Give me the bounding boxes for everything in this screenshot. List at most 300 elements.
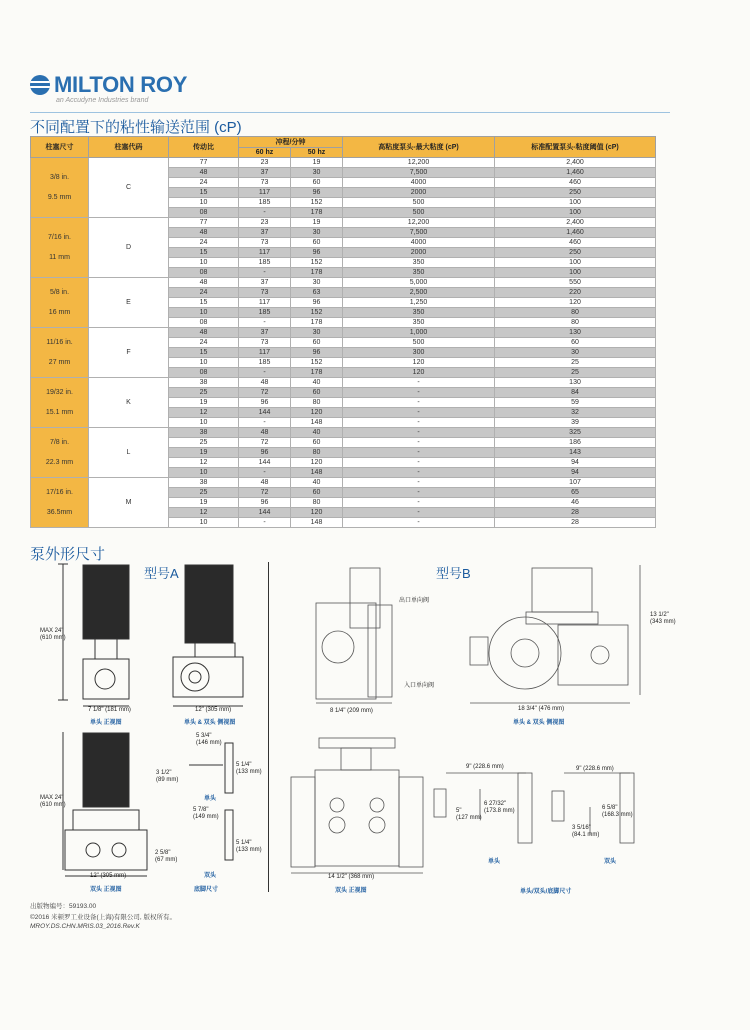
gear-ratio-cell: 12 xyxy=(169,508,239,518)
std-viscosity-cell: 460 xyxy=(495,238,656,248)
gear-ratio-cell: 10 xyxy=(169,468,239,478)
strokes-60hz-cell: - xyxy=(239,208,291,218)
std-viscosity-cell: 2,400 xyxy=(495,218,656,228)
std-viscosity-cell: 94 xyxy=(495,468,656,478)
std-viscosity-cell: 25 xyxy=(495,358,656,368)
gear-ratio-cell: 38 xyxy=(169,478,239,488)
strokes-60hz-cell: 185 xyxy=(239,198,291,208)
strokes-60hz-cell: - xyxy=(239,518,291,528)
plunger-size-text: 27 mm xyxy=(48,358,71,366)
strokes-50hz-cell: 80 xyxy=(291,398,343,408)
model-a-dim-5 xyxy=(155,850,177,864)
std-viscosity-cell: 25 xyxy=(495,368,656,378)
plunger-code-cell: D xyxy=(89,218,169,278)
header-60hz: 60 hz xyxy=(239,148,291,158)
std-viscosity-cell: 325 xyxy=(495,428,656,438)
model-b-height-1 xyxy=(650,612,676,626)
strokes-50hz-cell: 178 xyxy=(291,368,343,378)
model-a-height-1 xyxy=(40,628,66,642)
strokes-60hz-cell: 73 xyxy=(239,178,291,188)
brand-logo xyxy=(30,72,187,98)
max-viscosity-cell: - xyxy=(343,428,495,438)
max-viscosity-cell: 350 xyxy=(343,308,495,318)
model-a-label: 型号A xyxy=(144,566,179,581)
max-viscosity-cell: - xyxy=(343,458,495,468)
max-viscosity-cell: 2000 xyxy=(343,248,495,258)
std-viscosity-cell: 28 xyxy=(495,518,656,528)
model-a-caption-5: 双头 xyxy=(204,873,217,879)
model-b-foot-5-mm: (168.3 mm) xyxy=(602,812,633,818)
model-a-caption-3: 双头 正视图 xyxy=(90,887,122,893)
plunger-size-text: 7/16 in. xyxy=(48,233,71,241)
table-row xyxy=(31,428,656,438)
plunger-size-text: 9.5 mm xyxy=(47,193,72,201)
max-viscosity-cell: - xyxy=(343,508,495,518)
strokes-50hz-cell: 30 xyxy=(291,168,343,178)
strokes-50hz-cell: 152 xyxy=(291,358,343,368)
strokes-60hz-cell: 23 xyxy=(239,158,291,168)
strokes-50hz-cell: 19 xyxy=(291,158,343,168)
strokes-60hz-cell: 117 xyxy=(239,188,291,198)
std-viscosity-cell: 1,460 xyxy=(495,168,656,178)
max-viscosity-cell: 500 xyxy=(343,208,495,218)
model-b-caption-4: 双头 xyxy=(604,859,617,865)
std-viscosity-cell: 80 xyxy=(495,308,656,318)
gear-ratio-cell: 15 xyxy=(169,298,239,308)
strokes-50hz-cell: 96 xyxy=(291,248,343,258)
footer-doc-code: MROY.DS.CHN.MRIS.03_2016.Rev.K xyxy=(30,923,140,930)
strokes-50hz-cell: 30 xyxy=(291,278,343,288)
model-b-foot-2-mm: (127 mm) xyxy=(456,815,482,821)
strokes-60hz-cell: 73 xyxy=(239,238,291,248)
max-viscosity-cell: 2000 xyxy=(343,188,495,198)
gear-ratio-cell: 38 xyxy=(169,428,239,438)
strokes-60hz-cell: 96 xyxy=(239,448,291,458)
max-viscosity-cell: 500 xyxy=(343,338,495,348)
model-a-dim-4-in: 5 7/8" xyxy=(193,807,209,813)
max-viscosity-cell: - xyxy=(343,408,495,418)
model-a-width-1: 7 1/8" (181 mm) xyxy=(88,707,131,713)
gear-ratio-cell: 24 xyxy=(169,288,239,298)
header-max-viscosity: 高粘度泵头-最大粘度 (cP) xyxy=(343,137,495,158)
strokes-60hz-cell: 23 xyxy=(239,218,291,228)
gear-ratio-cell: 25 xyxy=(169,488,239,498)
model-b-inlet-valve: 入口单向阀 xyxy=(404,683,435,689)
strokes-50hz-cell: 30 xyxy=(291,328,343,338)
header-plunger-code: 柱塞代码 xyxy=(89,137,169,158)
gear-ratio-cell: 08 xyxy=(169,318,239,328)
std-viscosity-cell: 80 xyxy=(495,318,656,328)
strokes-50hz-cell: 152 xyxy=(291,258,343,268)
gear-ratio-cell: 19 xyxy=(169,498,239,508)
max-viscosity-cell: - xyxy=(343,498,495,508)
plunger-size-cell xyxy=(31,218,89,278)
gear-ratio-cell: 12 xyxy=(169,408,239,418)
gear-ratio-cell: 19 xyxy=(169,398,239,408)
std-viscosity-cell: 65 xyxy=(495,488,656,498)
model-a-width-2: 12" (305 mm) xyxy=(195,707,232,713)
strokes-60hz-cell: 144 xyxy=(239,508,291,518)
max-viscosity-cell: 4000 xyxy=(343,238,495,248)
model-a-caption-4: 单头 xyxy=(204,796,217,802)
model-a-width-3: 12" (305 mm) xyxy=(90,873,127,879)
model-a-dim-6-mm: (133 mm) xyxy=(236,847,262,853)
model-b-top-drawings xyxy=(300,565,660,710)
std-viscosity-cell: 120 xyxy=(495,298,656,308)
header-gear-ratio: 传动比 xyxy=(169,137,239,158)
strokes-50hz-cell: 178 xyxy=(291,318,343,328)
strokes-50hz-cell: 60 xyxy=(291,388,343,398)
model-a-height-2-in: MAX 24" xyxy=(40,795,64,801)
model-b-foot-2 xyxy=(456,808,482,822)
max-viscosity-cell: 500 xyxy=(343,198,495,208)
strokes-60hz-cell: - xyxy=(239,418,291,428)
strokes-50hz-cell: 63 xyxy=(291,288,343,298)
max-viscosity-cell: - xyxy=(343,518,495,528)
std-viscosity-cell: 46 xyxy=(495,498,656,508)
plunger-size-text: 36.5mm xyxy=(46,508,73,516)
plunger-size-text: 11/16 in. xyxy=(46,338,73,346)
strokes-60hz-cell: - xyxy=(239,368,291,378)
model-b-caption-2: 双头 正视图 xyxy=(335,888,367,894)
footer-publication-no: 出版物编号：59193.00 xyxy=(30,903,97,910)
model-b-width-1: 8 1/4" (209 mm) xyxy=(330,708,373,714)
gear-ratio-cell: 10 xyxy=(169,198,239,208)
std-viscosity-cell: 186 xyxy=(495,438,656,448)
std-viscosity-cell: 28 xyxy=(495,508,656,518)
strokes-60hz-cell: 48 xyxy=(239,378,291,388)
model-b-foot-5-in: 6 5/8" xyxy=(602,805,618,811)
gear-ratio-cell: 25 xyxy=(169,388,239,398)
header-plunger-size: 柱塞尺寸 xyxy=(31,137,89,158)
table-row xyxy=(31,378,656,388)
strokes-60hz-cell: 96 xyxy=(239,398,291,408)
plunger-size-text: 7/8 in. xyxy=(49,438,70,446)
strokes-60hz-cell: 117 xyxy=(239,248,291,258)
model-a-height-1-mm: (610 mm) xyxy=(40,635,66,641)
std-viscosity-cell: 39 xyxy=(495,418,656,428)
strokes-50hz-cell: 30 xyxy=(291,228,343,238)
strokes-50hz-cell: 60 xyxy=(291,338,343,348)
model-b-foot-4: 9" (228.6 mm) xyxy=(576,766,614,772)
max-viscosity-cell: - xyxy=(343,418,495,428)
model-b-foot-6-mm: (84.1 mm) xyxy=(572,832,600,838)
model-b-foot-3-mm: (173.8 mm) xyxy=(484,808,515,814)
gear-ratio-cell: 10 xyxy=(169,518,239,528)
std-viscosity-cell: 30 xyxy=(495,348,656,358)
model-a-dim-2 xyxy=(156,770,178,784)
strokes-60hz-cell: - xyxy=(239,468,291,478)
plunger-size-cell xyxy=(31,428,89,478)
model-a-dim-3 xyxy=(236,762,262,776)
strokes-50hz-cell: 152 xyxy=(291,308,343,318)
model-divider xyxy=(268,562,269,892)
strokes-50hz-cell: 19 xyxy=(291,218,343,228)
strokes-60hz-cell: 37 xyxy=(239,278,291,288)
std-viscosity-cell: 2,400 xyxy=(495,158,656,168)
strokes-60hz-cell: 185 xyxy=(239,258,291,268)
max-viscosity-cell: - xyxy=(343,478,495,488)
table-row xyxy=(31,278,656,288)
gear-ratio-cell: 08 xyxy=(169,208,239,218)
strokes-50hz-cell: 152 xyxy=(291,198,343,208)
plunger-size-text: 19/32 in. xyxy=(46,388,73,396)
std-viscosity-cell: 100 xyxy=(495,258,656,268)
plunger-size-text: 15.1 mm xyxy=(45,408,74,416)
strokes-50hz-cell: 96 xyxy=(291,348,343,358)
model-b-foot-3 xyxy=(484,801,515,815)
gear-ratio-cell: 10 xyxy=(169,418,239,428)
std-viscosity-cell: 550 xyxy=(495,278,656,288)
plunger-size-cell xyxy=(31,328,89,378)
model-b-foot-2-in: 5" xyxy=(456,808,462,814)
plunger-code-cell: F xyxy=(89,328,169,378)
model-a-dim-4 xyxy=(193,807,219,821)
strokes-60hz-cell: 144 xyxy=(239,408,291,418)
strokes-50hz-cell: 148 xyxy=(291,418,343,428)
strokes-60hz-cell: 185 xyxy=(239,358,291,368)
model-b-height-1-in: 13 1/2" xyxy=(650,612,669,618)
model-a-double-head-drawing xyxy=(55,730,155,880)
plunger-code-cell: M xyxy=(89,478,169,528)
model-a-dim-1-mm: (146 mm) xyxy=(196,740,222,746)
strokes-50hz-cell: 96 xyxy=(291,188,343,198)
brand-tagline: an Accudyne Industries brand xyxy=(56,97,149,104)
max-viscosity-cell: 1,000 xyxy=(343,328,495,338)
model-a-dim-3-mm: (133 mm) xyxy=(236,769,262,775)
strokes-50hz-cell: 148 xyxy=(291,468,343,478)
gear-ratio-cell: 24 xyxy=(169,178,239,188)
max-viscosity-cell: 350 xyxy=(343,268,495,278)
max-viscosity-cell: 4000 xyxy=(343,178,495,188)
max-viscosity-cell: - xyxy=(343,488,495,498)
logo-globe-icon xyxy=(30,75,50,95)
model-b-height-1-mm: (343 mm) xyxy=(650,619,676,625)
max-viscosity-cell: 350 xyxy=(343,258,495,268)
table-row xyxy=(31,478,656,488)
viscosity-table xyxy=(30,136,656,528)
gear-ratio-cell: 10 xyxy=(169,258,239,268)
plunger-size-cell xyxy=(31,478,89,528)
std-viscosity-cell: 1,460 xyxy=(495,228,656,238)
strokes-50hz-cell: 178 xyxy=(291,268,343,278)
model-a-top-drawings xyxy=(55,562,265,712)
strokes-50hz-cell: 120 xyxy=(291,458,343,468)
max-viscosity-cell: 12,200 xyxy=(343,218,495,228)
std-viscosity-cell: 250 xyxy=(495,248,656,258)
plunger-size-cell xyxy=(31,278,89,328)
std-viscosity-cell: 220 xyxy=(495,288,656,298)
strokes-60hz-cell: 48 xyxy=(239,478,291,488)
model-a-dim-6-in: 5 1/4" xyxy=(236,840,252,846)
max-viscosity-cell: - xyxy=(343,378,495,388)
std-viscosity-cell: 59 xyxy=(495,398,656,408)
model-a-dim-1-in: 5 3/4" xyxy=(196,733,212,739)
model-a-dim-2-in: 3 1/2" xyxy=(156,770,172,776)
model-b-double-head-drawing xyxy=(285,735,430,877)
header-std-viscosity: 标准配置泵头-粘度阈值 (cP) xyxy=(495,137,656,158)
model-b-foot-1: 9" (228.6 mm) xyxy=(466,764,504,770)
strokes-50hz-cell: 60 xyxy=(291,438,343,448)
gear-ratio-cell: 77 xyxy=(169,158,239,168)
max-viscosity-cell: 12,200 xyxy=(343,158,495,168)
model-a-caption-1: 单头 正视图 xyxy=(90,720,122,726)
model-a-height-1-in: MAX 24" xyxy=(40,628,64,634)
gear-ratio-cell: 15 xyxy=(169,248,239,258)
strokes-60hz-cell: 144 xyxy=(239,458,291,468)
dims-title: 泵外形尺寸 xyxy=(30,546,106,563)
strokes-60hz-cell: 72 xyxy=(239,488,291,498)
strokes-50hz-cell: 96 xyxy=(291,298,343,308)
model-a-height-2 xyxy=(40,795,66,809)
header-50hz: 50 hz xyxy=(291,148,343,158)
strokes-60hz-cell: 37 xyxy=(239,228,291,238)
std-viscosity-cell: 143 xyxy=(495,448,656,458)
strokes-50hz-cell: 40 xyxy=(291,428,343,438)
std-viscosity-cell: 130 xyxy=(495,378,656,388)
strokes-50hz-cell: 80 xyxy=(291,448,343,458)
model-b-width-3: 14 1/2" (368 mm) xyxy=(328,874,375,880)
model-b-width-2: 18 3/4" (476 mm) xyxy=(518,706,565,712)
model-b-foot-6 xyxy=(572,825,599,839)
strokes-60hz-cell: 73 xyxy=(239,338,291,348)
strokes-50hz-cell: 80 xyxy=(291,498,343,508)
model-a-footprint-drawings xyxy=(185,735,260,875)
strokes-60hz-cell: 185 xyxy=(239,308,291,318)
plunger-size-text: 3/8 in. xyxy=(49,173,70,181)
std-viscosity-cell: 250 xyxy=(495,188,656,198)
max-viscosity-cell: - xyxy=(343,448,495,458)
plunger-size-text: 5/8 in. xyxy=(49,288,70,296)
gear-ratio-cell: 15 xyxy=(169,348,239,358)
model-a-caption-6: 底脚尺寸 xyxy=(194,887,219,893)
model-b-label: 型号B xyxy=(436,566,471,581)
max-viscosity-cell: 350 xyxy=(343,318,495,328)
model-b-caption-1: 单头 & 双头 侧视图 xyxy=(513,720,565,726)
model-b-caption-5: 单头/双头/底脚尺寸 xyxy=(520,889,572,895)
strokes-50hz-cell: 120 xyxy=(291,408,343,418)
strokes-60hz-cell: 117 xyxy=(239,348,291,358)
gear-ratio-cell: 08 xyxy=(169,268,239,278)
max-viscosity-cell: - xyxy=(343,388,495,398)
gear-ratio-cell: 10 xyxy=(169,358,239,368)
max-viscosity-cell: - xyxy=(343,468,495,478)
table-row xyxy=(31,158,656,168)
std-viscosity-cell: 100 xyxy=(495,268,656,278)
gear-ratio-cell: 10 xyxy=(169,308,239,318)
model-a-dim-4-mm: (149 mm) xyxy=(193,814,219,820)
model-b-foot-3-in: 6 27/32" xyxy=(484,801,507,807)
plunger-size-cell xyxy=(31,158,89,218)
strokes-60hz-cell: 96 xyxy=(239,498,291,508)
gear-ratio-cell: 48 xyxy=(169,278,239,288)
model-a-dim-3-in: 5 1/4" xyxy=(236,762,252,768)
plunger-code-cell: K xyxy=(89,378,169,428)
max-viscosity-cell: - xyxy=(343,438,495,448)
model-a-dim-2-mm: (89 mm) xyxy=(156,777,179,783)
gear-ratio-cell: 77 xyxy=(169,218,239,228)
table-row xyxy=(31,218,656,228)
strokes-50hz-cell: 148 xyxy=(291,518,343,528)
plunger-code-cell: L xyxy=(89,428,169,478)
strokes-60hz-cell: - xyxy=(239,318,291,328)
gear-ratio-cell: 48 xyxy=(169,228,239,238)
strokes-50hz-cell: 60 xyxy=(291,488,343,498)
strokes-50hz-cell: 178 xyxy=(291,208,343,218)
model-b-foot-5 xyxy=(602,805,633,819)
plunger-size-text: 22.3 mm xyxy=(45,458,74,466)
model-b-foot-6-in: 3 5/16" xyxy=(572,825,591,831)
header-divider xyxy=(30,112,670,113)
footer-copyright: ©2016 米顿罗工业设备(上海)有限公司, 版权所有。 xyxy=(30,914,176,921)
gear-ratio-cell: 24 xyxy=(169,238,239,248)
std-viscosity-cell: 32 xyxy=(495,408,656,418)
strokes-60hz-cell: 37 xyxy=(239,168,291,178)
header-strokes: 冲程/分钟 xyxy=(239,137,343,148)
gear-ratio-cell: 38 xyxy=(169,378,239,388)
strokes-60hz-cell: 72 xyxy=(239,438,291,448)
max-viscosity-cell: - xyxy=(343,398,495,408)
std-viscosity-cell: 130 xyxy=(495,328,656,338)
gear-ratio-cell: 15 xyxy=(169,188,239,198)
strokes-60hz-cell: 73 xyxy=(239,288,291,298)
strokes-60hz-cell: - xyxy=(239,268,291,278)
gear-ratio-cell: 08 xyxy=(169,368,239,378)
max-viscosity-cell: 120 xyxy=(343,358,495,368)
plunger-code-cell: E xyxy=(89,278,169,328)
gear-ratio-cell: 48 xyxy=(169,328,239,338)
max-viscosity-cell: 7,500 xyxy=(343,168,495,178)
model-b-caption-3: 单头 xyxy=(488,859,501,865)
model-a-dim-1 xyxy=(196,733,222,747)
std-viscosity-cell: 60 xyxy=(495,338,656,348)
std-viscosity-cell: 107 xyxy=(495,478,656,488)
strokes-50hz-cell: 40 xyxy=(291,378,343,388)
gear-ratio-cell: 12 xyxy=(169,458,239,468)
model-a-dim-6 xyxy=(236,840,262,854)
std-viscosity-cell: 84 xyxy=(495,388,656,398)
strokes-50hz-cell: 60 xyxy=(291,238,343,248)
plunger-size-text: 11 mm xyxy=(49,253,70,261)
model-a-dim-5-mm: (67 mm) xyxy=(155,857,178,863)
gear-ratio-cell: 19 xyxy=(169,448,239,458)
max-viscosity-cell: 300 xyxy=(343,348,495,358)
plunger-size-cell xyxy=(31,378,89,428)
table-row xyxy=(31,328,656,338)
gear-ratio-cell: 48 xyxy=(169,168,239,178)
strokes-50hz-cell: 40 xyxy=(291,478,343,488)
plunger-size-text: 17/16 in. xyxy=(46,488,73,496)
model-a-height-2-mm: (610 mm) xyxy=(40,802,66,808)
strokes-60hz-cell: 72 xyxy=(239,388,291,398)
max-viscosity-cell: 5,000 xyxy=(343,278,495,288)
strokes-60hz-cell: 37 xyxy=(239,328,291,338)
max-viscosity-cell: 1,250 xyxy=(343,298,495,308)
std-viscosity-cell: 100 xyxy=(495,198,656,208)
gear-ratio-cell: 24 xyxy=(169,338,239,348)
strokes-50hz-cell: 60 xyxy=(291,178,343,188)
std-viscosity-cell: 100 xyxy=(495,208,656,218)
model-a-dim-5-in: 2 5/8" xyxy=(155,850,171,856)
brand-name: MILTON ROY xyxy=(54,72,188,97)
max-viscosity-cell: 2,500 xyxy=(343,288,495,298)
std-viscosity-cell: 460 xyxy=(495,178,656,188)
strokes-60hz-cell: 117 xyxy=(239,298,291,308)
plunger-code-cell: C xyxy=(89,158,169,218)
model-a-caption-2: 单头 & 双头 侧视图 xyxy=(184,720,236,726)
model-b-outlet-valve: 出口单向阀 xyxy=(399,598,430,604)
max-viscosity-cell: 7,500 xyxy=(343,228,495,238)
